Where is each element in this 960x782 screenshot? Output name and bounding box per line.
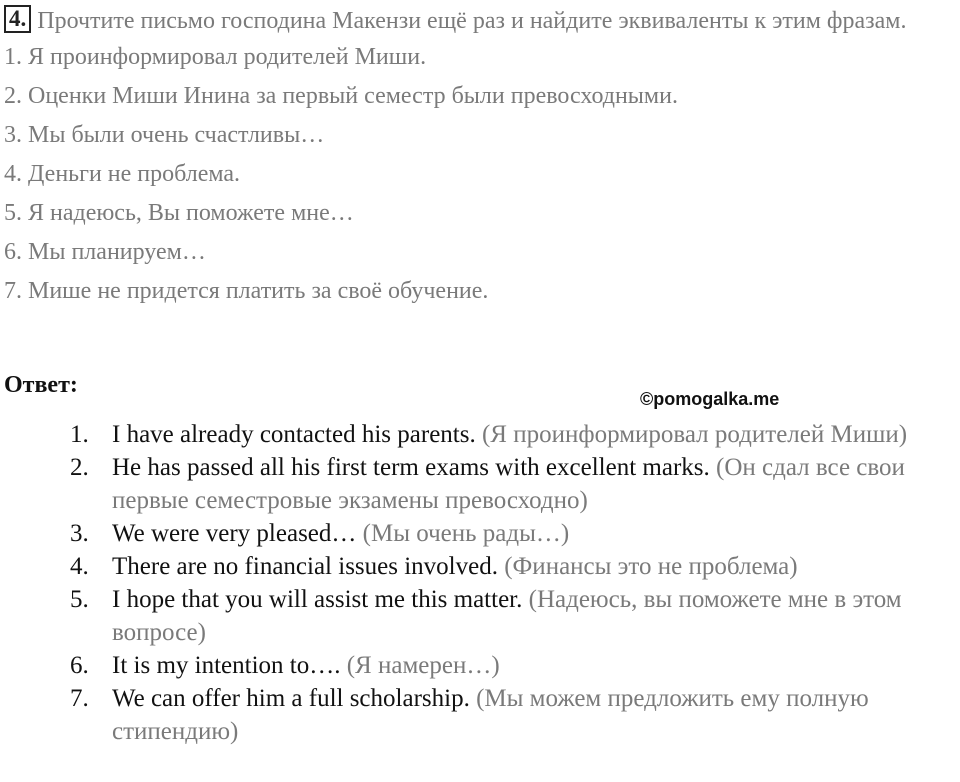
answer-item (70, 550, 960, 583)
phrase-item: 7. Мише не придется платить за своё обучение. (4, 278, 489, 304)
answer-russian: (Надеюсь, вы поможете мне в этом вопросе) (112, 586, 902, 646)
answer-russian: (Финансы это не проблема) (504, 553, 798, 580)
phrase-item: 5. Я надеюсь, Вы поможете мне… (4, 200, 354, 226)
answer-number: 3. (70, 520, 89, 547)
answer-number: 7. (70, 685, 89, 712)
answer-item (70, 682, 960, 748)
answer-english: He has passed all his first term exams with excellent marks. (112, 454, 710, 481)
task-header (4, 4, 954, 38)
answer-item (70, 451, 960, 517)
answer-english: There are no financial issues involved. (112, 553, 498, 580)
answer-item (70, 517, 960, 550)
answer-russian: (Мы очень рады…) (362, 520, 570, 547)
answer-russian: (Я проинформировал родителей Миши) (481, 421, 908, 448)
phrase-item: 2. Оценки Миши Инина за первый семестр были превосходными. (4, 83, 678, 109)
phrase-item: 6. Мы планируем… (4, 239, 206, 265)
answer-item (70, 649, 960, 682)
answer-number: 2. (70, 454, 89, 481)
answer-english: I have already contacted his parents. (112, 421, 476, 448)
answer-number: 4. (70, 553, 89, 580)
phrase-item: 1. Я проинформировал родителей Миши. (4, 44, 427, 70)
answer-english: We were very pleased… (112, 520, 357, 547)
answer-heading: Ответ: (4, 372, 78, 398)
answer-number: 6. (70, 652, 89, 679)
watermark: ©pomogalka.me (640, 389, 780, 409)
answer-item (70, 583, 960, 649)
answer-english: We can offer him a full scholarship. (112, 685, 470, 712)
task-block (4, 4, 954, 311)
answer-english: I hope that you will assist me this matter. (112, 586, 523, 613)
answer-number: 1. (70, 421, 89, 448)
task-instruction: Прочтите письмо господина Макензи ещё раз и найдите эквиваленты к этим фразам. (37, 8, 907, 34)
answer-english: It is my intention to…. (112, 652, 341, 679)
answer-russian: (Он сдал все свои первые семестровые экзамены превосходно) (112, 454, 905, 514)
answer-item (70, 418, 960, 451)
task-number: 4. (4, 5, 31, 33)
answer-russian: (Мы можем предложить ему полную стипендию) (112, 685, 869, 745)
answer-russian: (Я намерен…) (346, 652, 500, 679)
answer-list (70, 418, 960, 748)
phrase-item: 4. Деньги не проблема. (4, 161, 241, 187)
phrase-item: 3. Мы были очень счастливы… (4, 122, 325, 148)
answer-number: 5. (70, 586, 89, 613)
phrase-list (4, 38, 954, 311)
